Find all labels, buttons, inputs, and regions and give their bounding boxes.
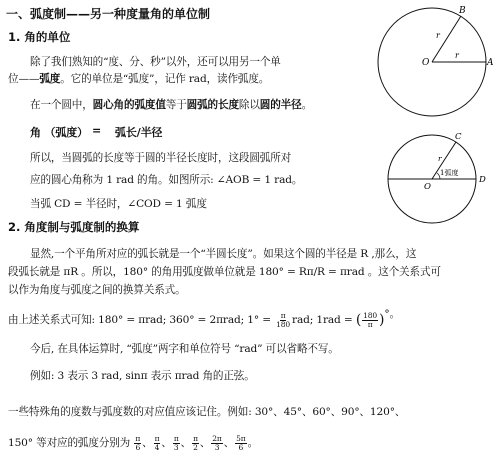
s1-para1-line2 (8, 71, 269, 86)
radian-fraction: $\frac{\pi}{4}$ (154, 433, 160, 452)
last-pre: 150° 等对应的弧度分别为 (8, 437, 131, 449)
page-heading: 一、弧度制——另一种度量角的单位制 (6, 7, 211, 21)
radian-fraction: $\frac{2\pi}{3}$ (212, 433, 222, 452)
s1-para1-line1: 除了我们熟知的“度、分、秒”以外，还可以用另一个单 (30, 56, 281, 68)
radian-fraction: $\frac{5\pi}{6}$ (236, 433, 246, 452)
label-d: D (479, 175, 486, 185)
s1-para2-mid: 等于 (165, 99, 187, 111)
s1-para3-line2: 应的圆心角称为 1 rad 的角。如图所示: ∠AOB = 1 rad。 (30, 174, 303, 186)
radian-fraction: $\frac{\pi}{2}$ (193, 433, 198, 452)
radian-fraction: $\frac{\pi}{6}$ (135, 433, 141, 452)
s2-omit-note: 今后, 在具体运算时, “弧度”两字和单位符号 “rad” 可以省略不写。 (30, 343, 339, 355)
figure-circle-aob (373, 0, 500, 125)
label-o: O (422, 58, 430, 68)
label-c: C (455, 132, 462, 142)
radian-fraction-list (133, 433, 247, 452)
formula-left: 角 （弧度） (30, 126, 88, 139)
relation-end: °。 (384, 308, 400, 320)
s1-para1-bold: 弧度 (39, 73, 61, 85)
s2-para1-line1: 显然,一个平角所对应的弧长就是一个“半圆长度”。如果这个圆的半径是 R ,那么，这 (30, 248, 417, 260)
conversion-relations: 由上述关系式可知: 180° = πrad; 360° = 2πrad; 1° = $\frac{\pi}{180}$ rad; 1rad = ( $\frac{180}{\pi}$ )°。 (8, 308, 400, 329)
s1-para2-end: 。 (301, 99, 313, 111)
fraction-pi-over-180: $\frac{\pi}{180}$ (276, 310, 291, 329)
label-b: B (459, 6, 466, 16)
s2-special-radians (8, 432, 258, 454)
s1-para2-mid2: 除以 (238, 99, 260, 111)
relation-pre: 由上述关系式可知: 180° = πrad; 360° = 2πrad; 1° = (8, 314, 271, 326)
label-a: A (487, 58, 494, 68)
s2-special-angles: 一些特殊角的度数与弧度数的对应值应该记住。例如: 30°、45°、60°、90°、120°、 (8, 406, 406, 418)
relation-mid: rad; 1rad = (292, 314, 353, 326)
formula-right: 弧长/半径 (115, 126, 163, 139)
label-r-bottom: r (455, 51, 459, 60)
fraction-180-over-pi: $\frac{180}{\pi}$ (363, 310, 378, 329)
s1-para2-bold2: 圆弧的长度 (186, 99, 239, 111)
s2-para1-line3: 以作为角度与弧度之间的换算关系式。 (8, 284, 186, 296)
fraction-separator: 、 (223, 437, 235, 449)
s1-para4: 当弧 CD = 半径时，∠COD = 1 弧度 (30, 198, 207, 210)
fraction-separator: 、 (199, 437, 211, 449)
s1-para1-post: 。它的单位是“弧度”，记作 rad，读作弧度。 (60, 73, 270, 85)
label-r: r (438, 154, 442, 163)
section-1-title: 1. 角的单位 (8, 30, 71, 44)
s1-para2-bold1: 圆心角的弧度值 (92, 99, 166, 111)
s2-example: 例如: 3 表示 3 rad, sinπ 表示 πrad 角的正弦。 (30, 370, 255, 382)
s1-para2-pre: 在一个圆中， (30, 99, 93, 111)
fraction-separator: 、 (180, 437, 192, 449)
fraction-separator: 、 (142, 437, 153, 449)
s1-para1-pre: 位—— (8, 73, 40, 85)
radian-fraction: $\frac{\pi}{3}$ (173, 433, 179, 452)
formula-eq: = (92, 124, 102, 137)
s1-para3-line1: 所以，当圆弧的长度等于圆的半径长度时，这段圆弧所对 (30, 152, 292, 164)
fraction-separator: 、 (161, 437, 172, 449)
s1-para2 (30, 97, 312, 112)
s1-para2-bold3: 圆的半径 (259, 99, 302, 111)
section-2-title: 2. 角度制与弧度制的换算 (8, 220, 140, 234)
s2-para1-line2: 段弧长就是 πR 。所以，180° 的角用弧度做单位就是 180° = Rπ/R = πrad 。这个关系式可 (8, 266, 441, 278)
label-o-2: O (424, 182, 431, 192)
label-1-radian: 1弧度 (440, 169, 459, 177)
figure-circle-cod (380, 128, 500, 233)
label-r-top: r (436, 31, 440, 40)
last-end: 。 (247, 437, 259, 449)
